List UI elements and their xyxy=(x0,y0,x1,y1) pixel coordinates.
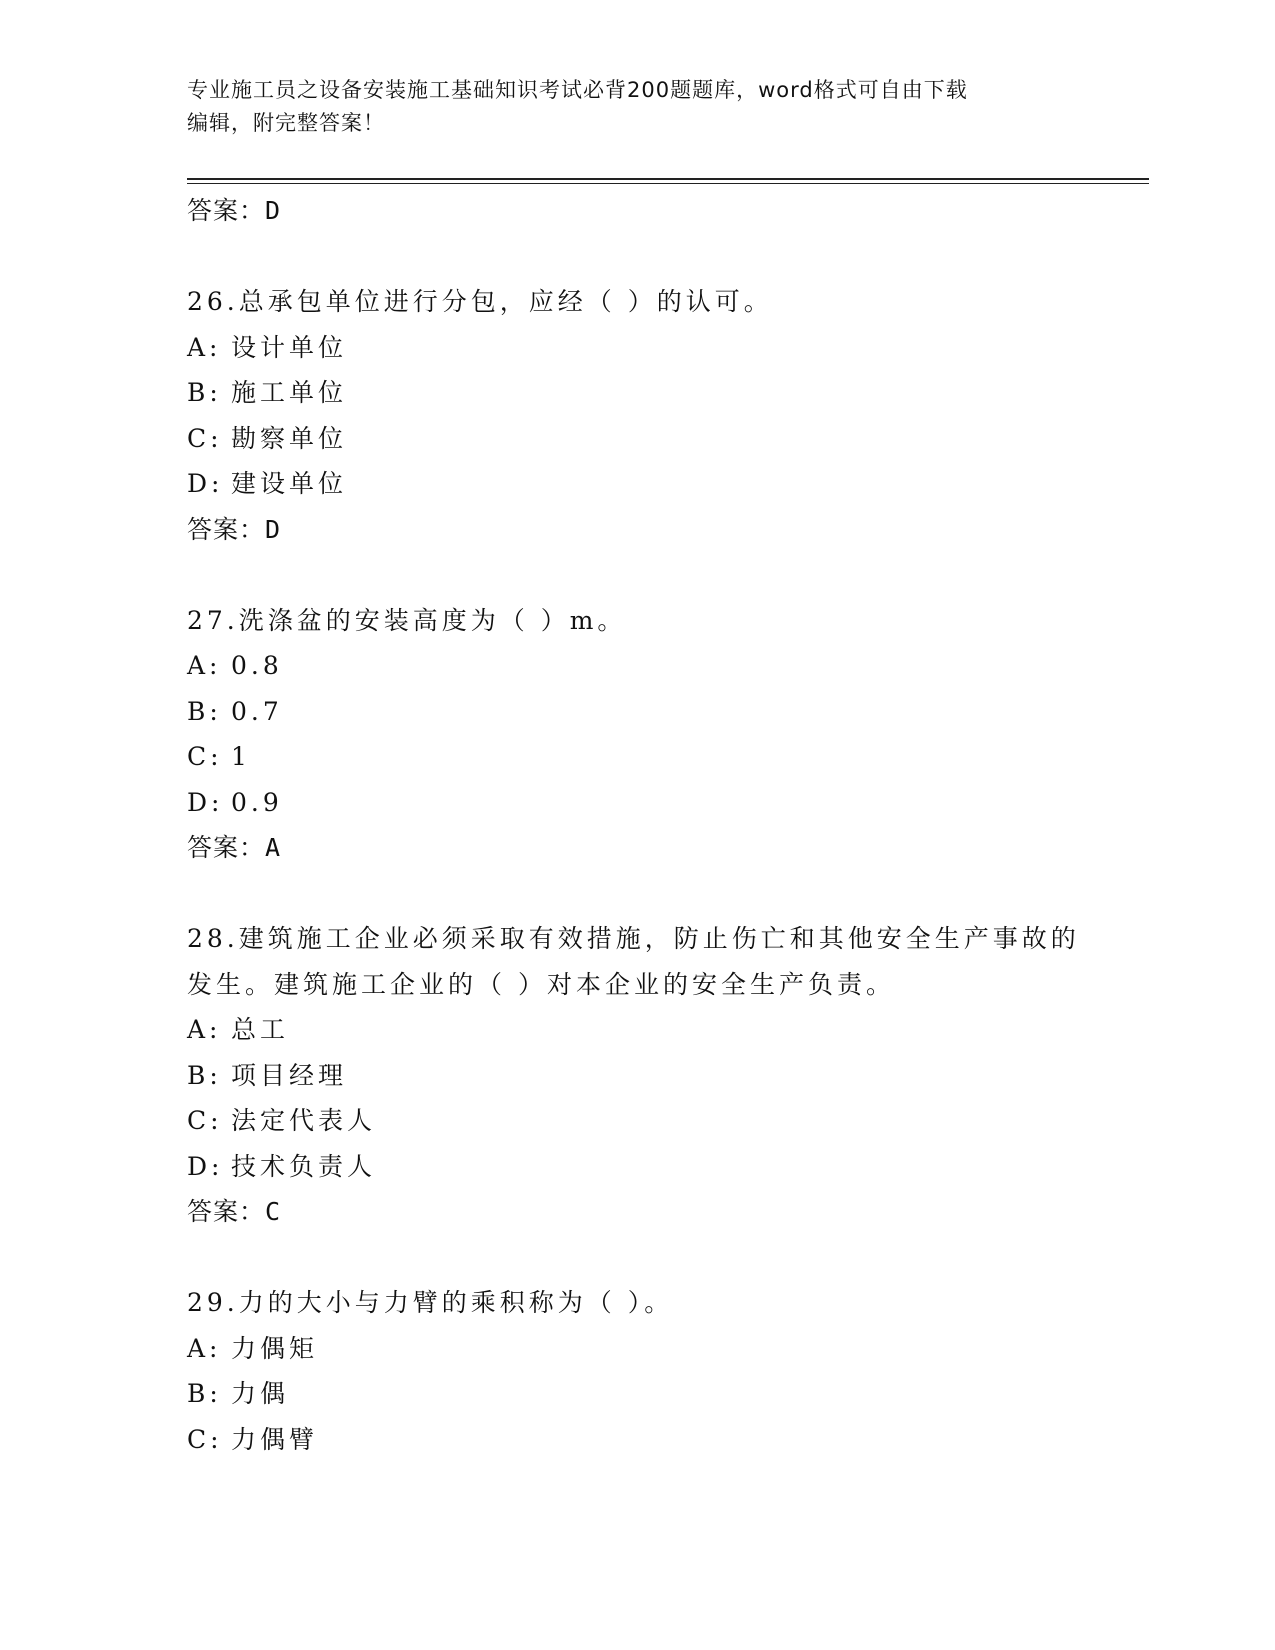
answer-line xyxy=(187,188,1087,233)
option-key: D: xyxy=(187,469,224,498)
option-text: 建设单位 xyxy=(231,469,348,498)
option-c xyxy=(187,416,1087,462)
option-b xyxy=(187,689,1087,735)
header-title-line-2: 编辑，附完整答案！ xyxy=(187,111,385,135)
option-key: D: xyxy=(187,787,224,817)
option-key: A: xyxy=(187,1015,222,1044)
answer-label: 答案： xyxy=(187,833,266,862)
option-c xyxy=(187,1417,1087,1463)
option-a xyxy=(187,325,1087,371)
question-text-continued: 发生。建筑施工企业的（ ）对本企业的安全生产负责。 xyxy=(187,969,895,999)
option-key: B: xyxy=(187,1379,222,1408)
option-text: 力偶矩 xyxy=(231,1333,319,1363)
question-text: 27.洗涤盆的安装高度为（ ）m。 xyxy=(187,605,627,635)
answer-value: C xyxy=(265,1197,282,1226)
option-text: 技术负责人 xyxy=(231,1151,377,1181)
answer-value: A xyxy=(265,833,282,862)
header-divider-thick xyxy=(187,178,1149,180)
option-d xyxy=(187,780,1087,826)
option-key: A: xyxy=(187,1333,222,1363)
option-d xyxy=(187,1144,1087,1190)
document-body xyxy=(187,188,1087,1462)
question-text: 26.总承包单位进行分包，应经（ ）的认可。 xyxy=(187,287,773,316)
option-text: 总工 xyxy=(231,1015,290,1044)
document-header xyxy=(187,74,1067,140)
option-text: 力偶臂 xyxy=(231,1424,319,1454)
question-27 xyxy=(187,598,1087,871)
answer-value: D xyxy=(265,196,282,225)
option-key: B: xyxy=(187,378,222,407)
option-text: 0.8 xyxy=(231,651,283,680)
option-key: B: xyxy=(187,1060,222,1090)
answer-line xyxy=(187,507,1087,552)
option-c xyxy=(187,1098,1087,1144)
option-text: 施工单位 xyxy=(231,378,348,407)
option-key: B: xyxy=(187,696,222,726)
header-divider-thin xyxy=(187,183,1149,184)
option-b xyxy=(187,1053,1087,1099)
answer-label: 答案： xyxy=(187,514,266,544)
answer-label: 答案： xyxy=(187,1197,266,1226)
option-key: C: xyxy=(187,1424,223,1454)
answer-value: D xyxy=(265,514,282,544)
option-key: C: xyxy=(187,423,223,453)
option-c xyxy=(187,734,1087,780)
option-text: 设计单位 xyxy=(231,332,348,362)
option-text: 项目经理 xyxy=(231,1060,348,1090)
option-a xyxy=(187,1326,1087,1372)
question-29 xyxy=(187,1280,1087,1462)
question-text: 28.建筑施工企业必须采取有效措施，防止伤亡和其他安全生产事故的 xyxy=(187,924,1080,953)
option-text: 勘察单位 xyxy=(231,423,348,453)
option-key: C: xyxy=(187,1106,223,1135)
question-28 xyxy=(187,916,1087,1234)
answer-line xyxy=(187,825,1087,870)
header-title-line-1: 专业施工员之设备安装施工基础知识考试必背200题题库，word格式可自由下载 xyxy=(187,78,968,102)
option-key: A: xyxy=(187,332,222,362)
option-key: D: xyxy=(187,1151,224,1181)
option-d xyxy=(187,461,1087,507)
question-text: 29.力的大小与力臂的乘积称为（ ）。 xyxy=(187,1288,674,1317)
option-key: C: xyxy=(187,742,223,771)
option-text: 力偶 xyxy=(231,1379,290,1408)
option-text: 0.7 xyxy=(231,696,283,726)
question-26 xyxy=(187,279,1087,552)
option-text: 0.9 xyxy=(231,787,283,817)
option-text: 法定代表人 xyxy=(231,1106,377,1135)
option-text: 1 xyxy=(231,742,251,771)
answer-label: 答案： xyxy=(187,196,266,225)
option-key: A: xyxy=(187,651,222,680)
option-b xyxy=(187,1371,1087,1417)
option-a xyxy=(187,1007,1087,1053)
answer-line xyxy=(187,1189,1087,1234)
option-b xyxy=(187,370,1087,416)
option-a xyxy=(187,643,1087,689)
